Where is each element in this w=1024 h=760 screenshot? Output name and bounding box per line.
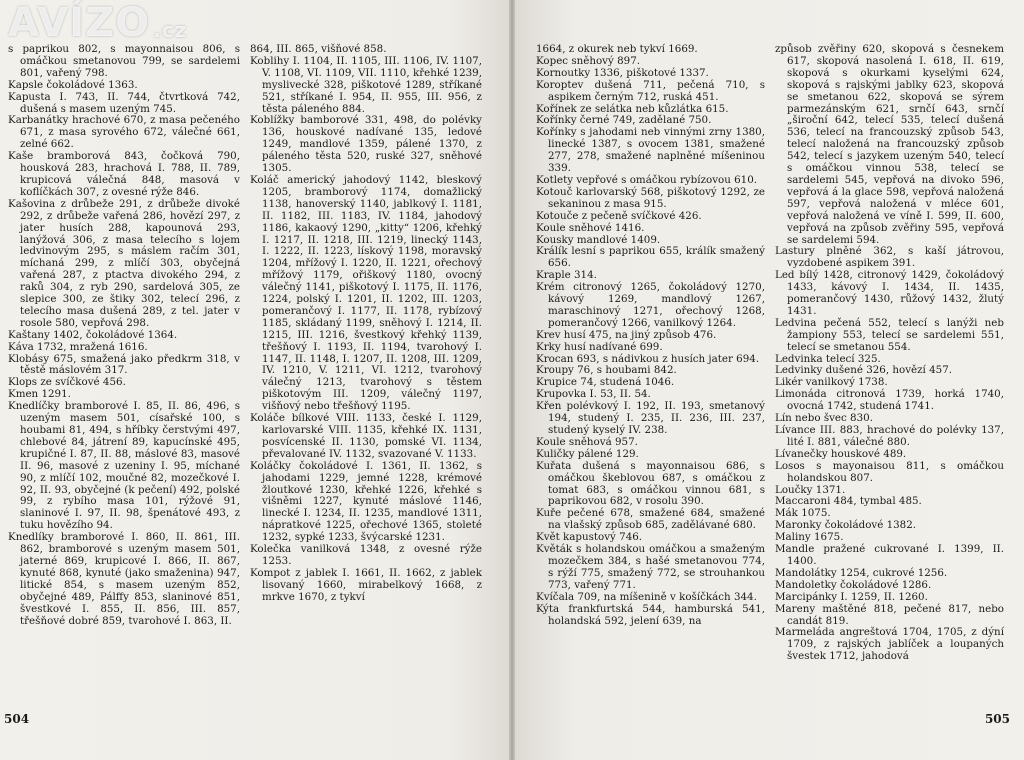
index-entry: Kvíčala 709, na míšenině v košíčkách 344. [536, 590, 757, 603]
index-entry: Káva 1732, mražená 1616. [8, 340, 148, 353]
index-entry: Mandolátky 1254, cukrové 1256. [775, 566, 948, 579]
book-gutter [509, 0, 515, 760]
index-entry: Kaštany 1402, čokoládové 1364. [8, 328, 178, 341]
index-entry: Kapsle čokoládové 1363. [8, 78, 138, 91]
index-entry: Lívanečky houskové 489. [775, 447, 907, 460]
index-entry: Limonáda citronová 1739, horká 1740, ovocná 1742, studená 1741. [775, 388, 1004, 413]
index-entry: 1664, z okurek neb tykví 1669. [536, 43, 698, 55]
index-entry: Krém citronový 1265, čokoládový 1270, kávový 1269, mandlový 1267, maraschinový 1271, ořechový 1268, pomerančový 1266, vanilkový 1264. [536, 281, 765, 329]
index-entry: Led bílý 1428, citronový 1429, čokoládový 1433, kávový I. 1434, II. 1435, pomerančový 1430, růžový 1432, žlutý 1431. [775, 269, 1004, 317]
index-entry: Květák s holandskou omáčkou a smaženým mozečkem 384, s hašé smetanovou 774, s rýží 775, smažený 772, se strouhankou 773, vařený 771. [536, 543, 765, 591]
index-entry: Ledvina pečená 552, telecí s lanýži neb žampiony 553, telecí se sardelemi 551, telecí se smetanou 554. [775, 316, 1004, 353]
index-entry: Kroupy 76, s houbami 842. [536, 364, 677, 377]
left-page-columns [8, 44, 482, 627]
index-entry: 864, III. 865, višňové 858. [250, 43, 387, 55]
index-entry: Kornoutky 1336, piškotové 1337. [536, 66, 709, 79]
index-entry: s paprikou 802, s mayonnaisou 806, s omáčkou smetanovou 799, se sardelemi 801, vařený 798. [8, 43, 240, 79]
index-entry: Karbanátky hrachové 670, z masa pečeného 671, z masa syrového 672, válečné 661, zelné 662. [8, 114, 240, 151]
index-entry: Knedlíčky bramborové I. 85, II. 86, 496, s uzeným masem 501, císařské 100, s houbami 81, 494, s hříbky čerstvými 497, chlebové 84, játrení 89, kapucínské 495, krupičné I. 87, II. 88, máslové 83, masové II. 96, masové z uzeniny I. 95, míchané 90, z mlíčí 102, moučné 82, mozečkové I. 92, II. 93, obyčejné (k pečení) 492, polské 99, z rybího masa 101, rýžové 91, slaninové I. 97, II. 98, špenátové 493, z tuku hovězího 94. [8, 400, 240, 532]
index-entry: Mák 1075. [775, 507, 831, 520]
index-entry: Koroptev dušená 711, pečená 710, s aspikem černým 712, ruská 451. [536, 78, 765, 103]
index-entry: Maccaroni 484, tymbal 485. [775, 495, 922, 508]
right-page-number: 505 [984, 712, 1010, 726]
index-entry: Kapusta I. 743, II. 744, čtvrtková 742, dušená s masem uzeným 745. [8, 90, 240, 115]
index-entry: Kaše bramborová 843, čočková 790, housková 283, hrachová I. 788, II. 789, krupicová válečná 848, masová v koflíčkách 307, z ovesné rýže 846. [8, 150, 240, 198]
index-entry: Krupovka I. 53, II. 54. [536, 388, 651, 401]
index-entry: Lín nebo švec 830. [775, 412, 873, 425]
index-entry: Krupice 74, studená 1046. [536, 376, 675, 389]
index-entry: Kousky mandlové 1409. [536, 233, 661, 246]
index-entry: Kotouč karlovarský 568, piškotový 1292, ze sekaninou z masa 915. [536, 185, 765, 210]
index-entry: způsob zvěřiny 620, skopová s česnekem 617, skopová nasolená I. 618, II. 619, skopová s okurkami kyselými 624, skopová s rajskými jablky 623, skopová se smetanou 622, skopová se sýrem parmezánským 621, srnčí 643, srnčí „široční 642, telecí 535, telecí dušená 536, telecí na francouzský způsob 543, telecí naložená na francouzský způsob 542, telecí s jazykem uzeným 540, telecí s omáčkou vinnou 538, telecí se sardelemi 545, vepřová na divoko 596, vepřová á la glace 598, vepřová naložená 597, vepřová naložená v mléce 601, vepřová naložená ve víně I. 599, II. 600, vepřová na způsob zvěřiny 595, vepřová se sardelemi 594. [775, 43, 1004, 246]
index-entry: Lastury plněné 362, s kaší játrovou, vyzdobené aspikem 391. [775, 245, 1004, 270]
index-entry: Klops ze svíčkové 456. [8, 376, 126, 389]
index-entry: Koláč americký jahodový 1142, bleskový 1205, bramborový 1174, domažlický 1138, hanoverský 1140, jablkový I. 1181, II. 1182, III. 1183, IV. 1184, jahodový 1186, kakaový 1290, „kitty“ 1206, křehký I. 1217, II. 1218, III. 1219, linecký 1143, I. 1222, II. 1223, lískový 1198, moravský 1204, mřížový I. 1220, II. 1221, ořechový mřížový 1179, ořiškový 1180, ovocný válečný 1141, piškotový I. 1175, II. 1176, 1224, polský I. 1201, II. 1202, III. 1203, pomerančový I. 1177, II. 1178, rybízový 1185, skládaný 1199, sněhový I. 1214, II. 1215, III. 1216, švestkový křehký 1139, třešňový I. 1193, II. 1194, tvarohový I. 1147, II. 1148, I. 1207, II. 1208, III. 1209, IV. 1210, V. 1211, VI. 1212, tvarohový válečný 1213, tvarohový s těstem piškotovým III. 1209, válečný 1197, višňový nebo třešňový 1195. [250, 173, 482, 413]
right-page [512, 0, 1024, 760]
index-entry: Likér vanilkový 1738. [775, 376, 888, 389]
index-entry: Mareny maštěné 818, pečené 817, nebo candát 819. [775, 602, 1004, 627]
index-entry: Mandoletky čokoládové 1286. [775, 578, 932, 591]
index-entry: Kotlety vepřové s omáčkou rybízovou 610. [536, 173, 758, 186]
index-entry: Marmeláda angreštová 1704, 1705, z dýní 1709, z rajských jablíček a loupaných švestek 1712, jahodová [775, 626, 1004, 663]
index-entry: Kuličky pálené 129. [536, 447, 639, 460]
watermark-brand: AVÍZO [8, 0, 151, 46]
index-entry: Knedlíky bramborové I. 860, II. 861, III. 862, bramborové s uzeným masem 501, jaterné 869, krupicové I. 866, II. 867, kynuté 868, kynuté (jako smaženina) 947, litické 854, s masem uzeným 852, obyčejné 489, Pálffy 853, slaninové 851, švestkové I. 855, II. 856, III. 857, třešňové dobré 859, tvarohové I. 863, II. [8, 531, 240, 627]
index-entry: Kýta frankfurtská 544, hamburská 541, holandská 592, jelení 639, na [536, 602, 765, 627]
index-entry: Kompot z jablek I. 1661, II. 1662, z jablek lisovaný 1660, mirabelkový 1668, z mrkve 1670, z tykví [250, 566, 482, 603]
index-entry: Losos s mayonaisou 811, s omáčkou holandskou 807. [775, 459, 1004, 484]
left-page-number: 504 [4, 712, 30, 726]
index-entry: Kuřata dušená s mayonnaisou 686, s omáčkou škeblovou 687, s omáčkou z tomat 683, s omáčkou vinnou 681, s paprikovou 682, v rosolu 390. [536, 459, 765, 508]
index-entry: Lívance III. 883, hrachové do polévky 137, lité I. 881, válečné 880. [775, 424, 1004, 448]
right-page-columns [536, 44, 1004, 663]
index-entry: Krky husí nadívané 699. [536, 340, 663, 353]
index-entry: Kmen 1291. [8, 388, 71, 401]
right-column-1 [536, 44, 765, 663]
index-entry: Kašovina z drůbeže 291, z drůbeže divoké 292, z drůbeže vařená 286, hovězí 297, z jater husích 288, kapounová 293, lanýžová 306, z masa telecího s lojem ledvinovým 295, s máslem račím 301, míchaná 299, z mlíčí 303, obyčejná vařená 287, z ptactva divokého 294, z raků 304, z ryb 290, sardelová 305, ze slepice 300, ze štiky 302, telecí 296, z telecího masa dušená 289, z tel. jater v rosole 580, vepřová 298. [8, 197, 240, 329]
index-entry: Maronky čokoládové 1382. [775, 519, 917, 532]
index-entry: Koule sněhová 957. [536, 435, 638, 448]
watermark-tld: .cz [153, 18, 188, 42]
index-entry: Maliny 1675. [775, 531, 844, 544]
index-entry: Koblihy I. 1104, II. 1105, III. 1106, IV. 1107, V. 1108, VI. 1109, VII. 1110, křehké 1239, myslivecké 328, piškotové 1289, stříkané 521, stříkané I. 954, II. 955, III. 956, z těsta páleného 884. [250, 54, 482, 115]
index-entry: Mandle pražené cukrované I. 1399, II. 1400. [775, 543, 1004, 567]
index-entry: Kotouče z pečeně svíčkové 426. [536, 209, 702, 222]
index-entry: Kuře pečené 678, smažené 684, smažené na vlašský způsob 685, zadělávané 680. [536, 507, 765, 532]
index-entry: Loučky 1371. [775, 483, 846, 496]
index-entry: Kořínky s jahodami neb vinnými zrny 1380, linecké 1387, s ovocem 1381, smažené 277, 278, smažené naplněné míšeninou 339. [536, 126, 765, 175]
index-entry: Kolečka vanilková 1348, z ovesné rýže 1253. [250, 543, 482, 567]
index-entry: Koláče bílkové VIII. 1133, české I. 1129, karlovarské VIII. 1135, křehké IX. 1131, posvícenské II. 1130, pomské VI. 1134, převalované IV. 1132, svazované V. 1133. [250, 412, 482, 460]
index-entry: Kořínek ze selátka neb kůzlátka 615. [536, 102, 729, 115]
index-entry: Křen polévkový I. 192, II. 193, smetanový 194, studený I. 235, II. 236, III. 237, studený kyselý IV. 238. [536, 400, 765, 436]
index-entry: Koule sněhové 1416. [536, 221, 645, 234]
index-entry: Ledvinky dušené 326, hovězí 457. [775, 364, 953, 377]
index-entry: Kořínky černé 749, zadělané 750. [536, 114, 712, 127]
right-column-2 [775, 44, 1004, 663]
index-entry: Krocan 693, s nádivkou z husích jater 694. [536, 352, 760, 365]
index-entry: Ledvinka telecí 325. [775, 352, 881, 365]
left-column-1 [8, 44, 240, 627]
index-entry: Klobásy 675, smažená jako předkrm 318, v těstě máslovém 317. [8, 352, 240, 377]
left-column-2 [250, 44, 482, 627]
index-entry: Koláčky čokoládové I. 1361, II. 1362, s jahodami 1229, jemné 1228, krémové žloutkové 1230, křehké 1226, křehké s višněmi 1227, kynuté máslové 1146, linecké I. 1234, II. 1235, mandlové 1311, nápratkové 1225, ořechové 1365, stoleté 1232, sypké 1233, švýcarské 1231. [250, 459, 482, 544]
index-entry: Květ kapustový 746. [536, 531, 643, 544]
index-entry: Krev husí 475, na jiný způsob 476. [536, 328, 717, 341]
index-entry: Kopec sněhový 897. [536, 54, 641, 67]
index-entry: Kraple 314. [536, 269, 597, 282]
index-entry: Králík lesní s paprikou 655, králík smažený 656. [536, 245, 765, 270]
index-entry: Koblížky bamborové 331, 498, do polévky 136, houskové nadívané 135, ledové 1249, mandlové 1359, pálené 1370, z páleného těsta 520, ruské 327, sněhové 1305. [250, 114, 482, 175]
index-entry: Marcipánky I. 1259, II. 1260. [775, 590, 928, 603]
